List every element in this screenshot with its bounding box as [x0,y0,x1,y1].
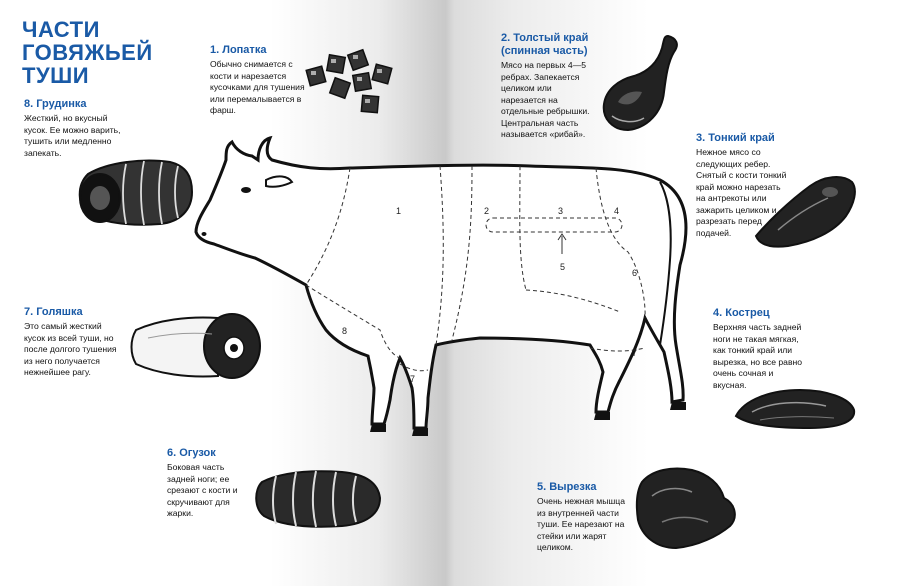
cut-3-text: Нежное мясо со следующих ребер. Снятый с кости тонкий край можно нарезать на антрекоты или зажарить целиком и разрезать перед подачей. [696,147,787,238]
cut-4-heading: 4. Кострец [713,307,770,319]
diagram-number-5: 5 [560,262,566,272]
title-line: ЧАСТИ [22,17,100,42]
cut-4-text: Верхняя часть задней ноги не такая мягкая, как тонкий край или вырезка, но все равно очень сочная и вкусная. [713,322,803,390]
diagram-number-1: 1 [396,206,402,216]
shank-illustration [128,310,266,382]
cow-hoof [594,412,610,420]
cut-6-heading: 6. Огузок [167,447,216,459]
cow-hoof [370,424,386,432]
shoulder-cubes-illustration [302,46,398,118]
diagram-number-4: 4 [614,206,620,216]
diagram-number-6: 6 [632,268,638,278]
diagram-number-7-fore: 7 [410,374,416,384]
cut-2-text: Мясо на первых 4—5 ребрах. Запекается целиком или нарезается на отдельные ребрышки. Центральная часть называется «рибай». [501,60,590,139]
cow-nostril [202,232,207,236]
diagram-number-7-hind: 7 [632,348,638,358]
title-line: ТУШИ [22,63,90,88]
cut-5-heading: 5. Вырезка [537,481,597,493]
cut-8-text: Жесткий, но вкусный кусок. Ее можно варить, тушить или медленно запекать. [24,113,121,158]
diagram-number-2: 2 [484,206,490,216]
cut-2-heading: 2. Толстый край (спинная часть) [501,32,589,57]
rib-steak-illustration [598,32,688,134]
cut-3-heading: 3. Тонкий край [696,132,775,144]
cut-5-text: Очень нежная мышца из внутренней части туши. Ее нарезают на стейки или жарят целиком. [537,496,625,552]
cut-1-heading: 1. Лопатка [210,44,267,56]
diagram-number-3: 3 [558,206,564,216]
cut-1-text: Обычно снимается с кости и нарезается кусочками для тушения или перемалывается в фарш. [210,59,305,115]
cut-8-heading: 8. Грудинка [24,98,87,110]
tenderloin-illustration [632,462,740,552]
brisket-roll-illustration [74,152,196,232]
cut-6-text: Боковая часть задней ноги; ее срезают с кости и скручивают для жарки. [167,462,238,518]
cow-hoof [412,428,428,436]
cow-hoof [670,402,686,410]
diagram-number-8: 8 [342,326,348,336]
thin-edge-steak-illustration [748,172,860,250]
cut-7-text: Это самый жесткий кусок из всей туши, но после долгого тушения из него получается нежнейшее рагу. [24,321,117,377]
rump-steak-illustration [730,382,860,432]
title-line: ГОВЯЖЬЕЙ [22,40,153,65]
cow-eye [241,187,251,193]
cut-7-heading: 7. Голяшка [24,306,83,318]
silverside-roll-illustration [252,466,384,532]
